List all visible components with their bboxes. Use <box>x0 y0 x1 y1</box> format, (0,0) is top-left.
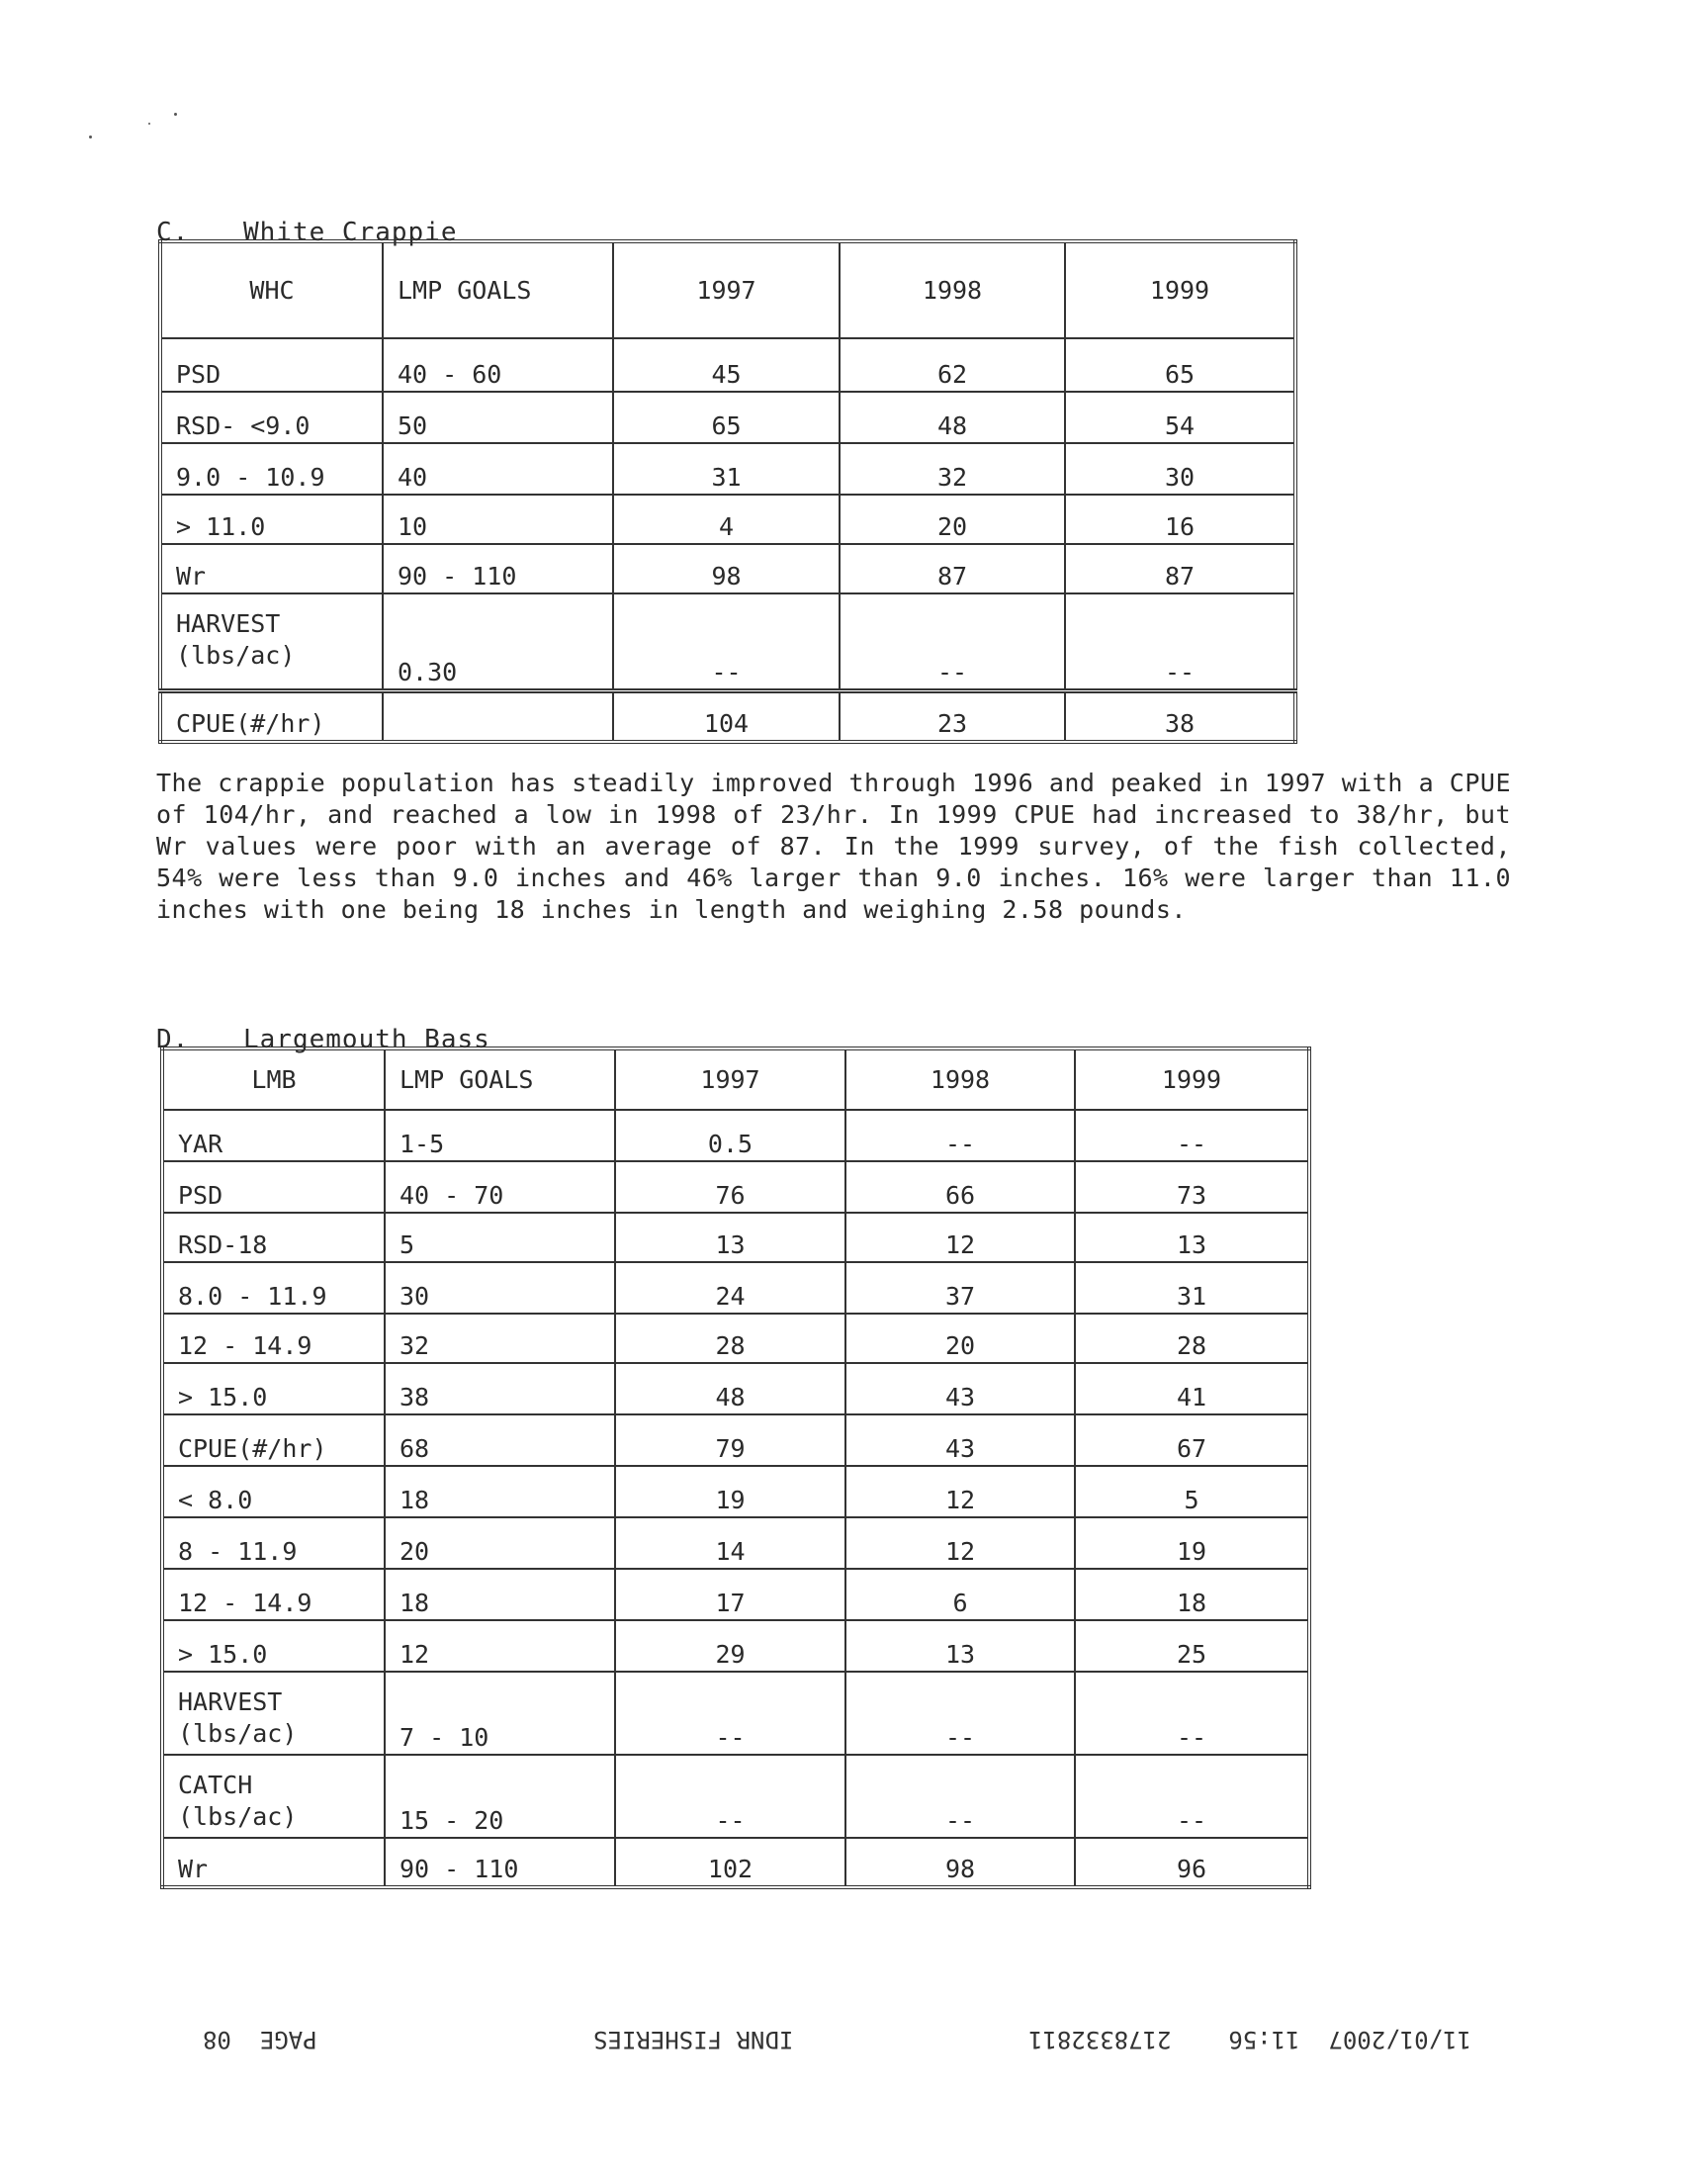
bass-section-letter: D. <box>156 1025 190 1054</box>
value-cell: 96 <box>1075 1838 1309 1887</box>
table-row <box>160 338 1295 392</box>
column-header: LMB <box>162 1048 385 1110</box>
value-cell: 31 <box>1075 1262 1309 1314</box>
value-cell: 6 <box>845 1569 1075 1620</box>
value-cell: 28 <box>1075 1314 1309 1363</box>
value-cell: 54 <box>1065 392 1295 443</box>
value-cell: 13 <box>615 1213 845 1262</box>
value-cell: 98 <box>845 1838 1075 1887</box>
value-cell: 41 <box>1075 1363 1309 1414</box>
value-cell: 30 <box>1065 443 1295 495</box>
value-cell: 28 <box>615 1314 845 1363</box>
value-cell: 98 <box>613 544 840 593</box>
row-label: CATCH (lbs/ac) <box>162 1755 385 1838</box>
table-row <box>160 495 1295 544</box>
row-label: Wr <box>160 544 383 593</box>
row-label: < 8.0 <box>162 1466 385 1517</box>
value-cell: 73 <box>1075 1161 1309 1213</box>
row-label: RSD-18 <box>162 1213 385 1262</box>
value-cell: 20 <box>840 495 1065 544</box>
row-label: > 11.0 <box>160 495 383 544</box>
row-label: PSD <box>160 338 383 392</box>
column-header: 1997 <box>615 1048 845 1110</box>
table-row <box>162 1110 1309 1161</box>
table-row <box>162 1161 1309 1213</box>
row-label: > 15.0 <box>162 1363 385 1414</box>
scan-speck <box>174 113 177 116</box>
footer-fax-header: 11/01/2007 11:56 2178332811 <box>1028 2026 1471 2053</box>
table-row <box>162 1262 1309 1314</box>
value-cell: -- <box>845 1755 1075 1838</box>
goal-cell: 68 <box>385 1414 615 1466</box>
row-label: CPUE(#/hr) <box>160 690 383 742</box>
value-cell: 19 <box>1075 1517 1309 1569</box>
bass-section-name: Largemouth Bass <box>243 1025 490 1054</box>
table-header-row <box>160 241 1295 338</box>
goal-cell: 50 <box>383 392 613 443</box>
row-label: Wr <box>162 1838 385 1887</box>
goal-cell: 20 <box>385 1517 615 1569</box>
value-cell: -- <box>1075 1755 1309 1838</box>
goal-cell: 90 - 110 <box>383 544 613 593</box>
row-label: 8.0 - 11.9 <box>162 1262 385 1314</box>
crappie-table <box>158 239 1297 744</box>
goal-cell: 38 <box>385 1363 615 1414</box>
row-label: 12 - 14.9 <box>162 1314 385 1363</box>
value-cell: 67 <box>1075 1414 1309 1466</box>
goal-cell: 5 <box>385 1213 615 1262</box>
column-header: 1999 <box>1065 241 1295 338</box>
table-row <box>162 1414 1309 1466</box>
table-header-row <box>162 1048 1309 1110</box>
table-row <box>160 544 1295 593</box>
table-row <box>162 1314 1309 1363</box>
value-cell: 31 <box>613 443 840 495</box>
value-cell: 43 <box>845 1414 1075 1466</box>
row-label: 12 - 14.9 <box>162 1569 385 1620</box>
bass-table <box>160 1046 1311 1889</box>
column-header: WHC <box>160 241 383 338</box>
value-cell: -- <box>1075 1110 1309 1161</box>
scan-speck <box>148 123 150 125</box>
value-cell: 79 <box>615 1414 845 1466</box>
row-label: PSD <box>162 1161 385 1213</box>
value-cell: 13 <box>845 1620 1075 1672</box>
value-cell: 17 <box>615 1569 845 1620</box>
value-cell: 14 <box>615 1517 845 1569</box>
column-header: 1999 <box>1075 1048 1309 1110</box>
goal-cell: 12 <box>385 1620 615 1672</box>
column-header: 1998 <box>840 241 1065 338</box>
value-cell: -- <box>840 593 1065 690</box>
value-cell: -- <box>615 1672 845 1755</box>
crappie-summary-paragraph: The crappie population has steadily improved through 1996 and peaked in 1997 with a CPUE of 104/hr, and reached a low in 1998 of 23/hr. In 1999 CPUE had increased to 38/hr, but Wr values were poor with an average of 87. In the 1999 survey, of the fish collected, 54% were less than 9.0 inches and 46% larger than 9.0 inches. 16% were larger than 11.0 inches with one being 18 inches in length and weighing 2.58 pounds. <box>156 769 1511 924</box>
row-label: HARVEST (lbs/ac) <box>160 593 383 690</box>
goal-cell: 7 - 10 <box>385 1672 615 1755</box>
row-label: > 15.0 <box>162 1620 385 1672</box>
value-cell: 4 <box>613 495 840 544</box>
cpue-row <box>160 690 1295 742</box>
value-cell: 32 <box>840 443 1065 495</box>
table-row <box>162 1838 1309 1887</box>
table-row <box>160 593 1295 690</box>
goal-cell: 40 - 60 <box>383 338 613 392</box>
value-cell: -- <box>1065 593 1295 690</box>
column-header: 1997 <box>613 241 840 338</box>
row-label: 8 - 11.9 <box>162 1517 385 1569</box>
column-header: LMP GOALS <box>383 241 613 338</box>
value-cell: 19 <box>615 1466 845 1517</box>
row-label: YAR <box>162 1110 385 1161</box>
value-cell: 12 <box>845 1213 1075 1262</box>
value-cell: 20 <box>845 1314 1075 1363</box>
value-cell: 43 <box>845 1363 1075 1414</box>
table-row <box>160 392 1295 443</box>
goal-cell: 40 <box>383 443 613 495</box>
goal-cell: 30 <box>385 1262 615 1314</box>
goal-cell: 10 <box>383 495 613 544</box>
table-row <box>162 1620 1309 1672</box>
value-cell: 29 <box>615 1620 845 1672</box>
table-row <box>162 1517 1309 1569</box>
value-cell: 37 <box>845 1262 1075 1314</box>
goal-cell: 40 - 70 <box>385 1161 615 1213</box>
row-label: 9.0 - 10.9 <box>160 443 383 495</box>
footer-agency: IDNR FISHERIES <box>593 2026 794 2053</box>
value-cell: 45 <box>613 338 840 392</box>
value-cell: 16 <box>1065 495 1295 544</box>
table-row <box>162 1569 1309 1620</box>
value-cell: 87 <box>1065 544 1295 593</box>
row-label: CPUE(#/hr) <box>162 1414 385 1466</box>
value-cell: -- <box>613 593 840 690</box>
value-cell: 102 <box>615 1838 845 1887</box>
value-cell: 0.5 <box>615 1110 845 1161</box>
value-cell: 24 <box>615 1262 845 1314</box>
value-cell: 65 <box>613 392 840 443</box>
goal-cell: 15 - 20 <box>385 1755 615 1838</box>
row-label: RSD- <9.0 <box>160 392 383 443</box>
table-row <box>162 1363 1309 1414</box>
table-row <box>160 443 1295 495</box>
value-cell: 48 <box>615 1363 845 1414</box>
value-cell: 5 <box>1075 1466 1309 1517</box>
table-row <box>162 1672 1309 1755</box>
value-cell: 48 <box>840 392 1065 443</box>
value-cell: 66 <box>845 1161 1075 1213</box>
value-cell: 38 <box>1065 690 1295 742</box>
value-cell: -- <box>845 1672 1075 1755</box>
goal-cell: 0.30 <box>383 593 613 690</box>
value-cell: 104 <box>613 690 840 742</box>
scan-speck <box>89 136 92 138</box>
value-cell: -- <box>1075 1672 1309 1755</box>
value-cell: 65 <box>1065 338 1295 392</box>
goal-cell: 18 <box>385 1569 615 1620</box>
value-cell: 87 <box>840 544 1065 593</box>
value-cell: 25 <box>1075 1620 1309 1672</box>
crappie-section-name: White Crappie <box>243 218 458 247</box>
column-header: LMP GOALS <box>385 1048 615 1110</box>
footer-page-number: PAGE 08 <box>203 2026 317 2053</box>
value-cell: 76 <box>615 1161 845 1213</box>
value-cell: -- <box>845 1110 1075 1161</box>
goal-cell <box>383 690 613 742</box>
column-header: 1998 <box>845 1048 1075 1110</box>
goal-cell: 90 - 110 <box>385 1838 615 1887</box>
table-row <box>162 1466 1309 1517</box>
table-row <box>162 1755 1309 1838</box>
value-cell: 23 <box>840 690 1065 742</box>
value-cell: 62 <box>840 338 1065 392</box>
value-cell: 12 <box>845 1466 1075 1517</box>
goal-cell: 32 <box>385 1314 615 1363</box>
table-row <box>162 1213 1309 1262</box>
goal-cell: 18 <box>385 1466 615 1517</box>
row-label: HARVEST (lbs/ac) <box>162 1672 385 1755</box>
goal-cell: 1-5 <box>385 1110 615 1161</box>
value-cell: 12 <box>845 1517 1075 1569</box>
value-cell: -- <box>615 1755 845 1838</box>
crappie-section-letter: C. <box>156 218 190 247</box>
value-cell: 13 <box>1075 1213 1309 1262</box>
value-cell: 18 <box>1075 1569 1309 1620</box>
